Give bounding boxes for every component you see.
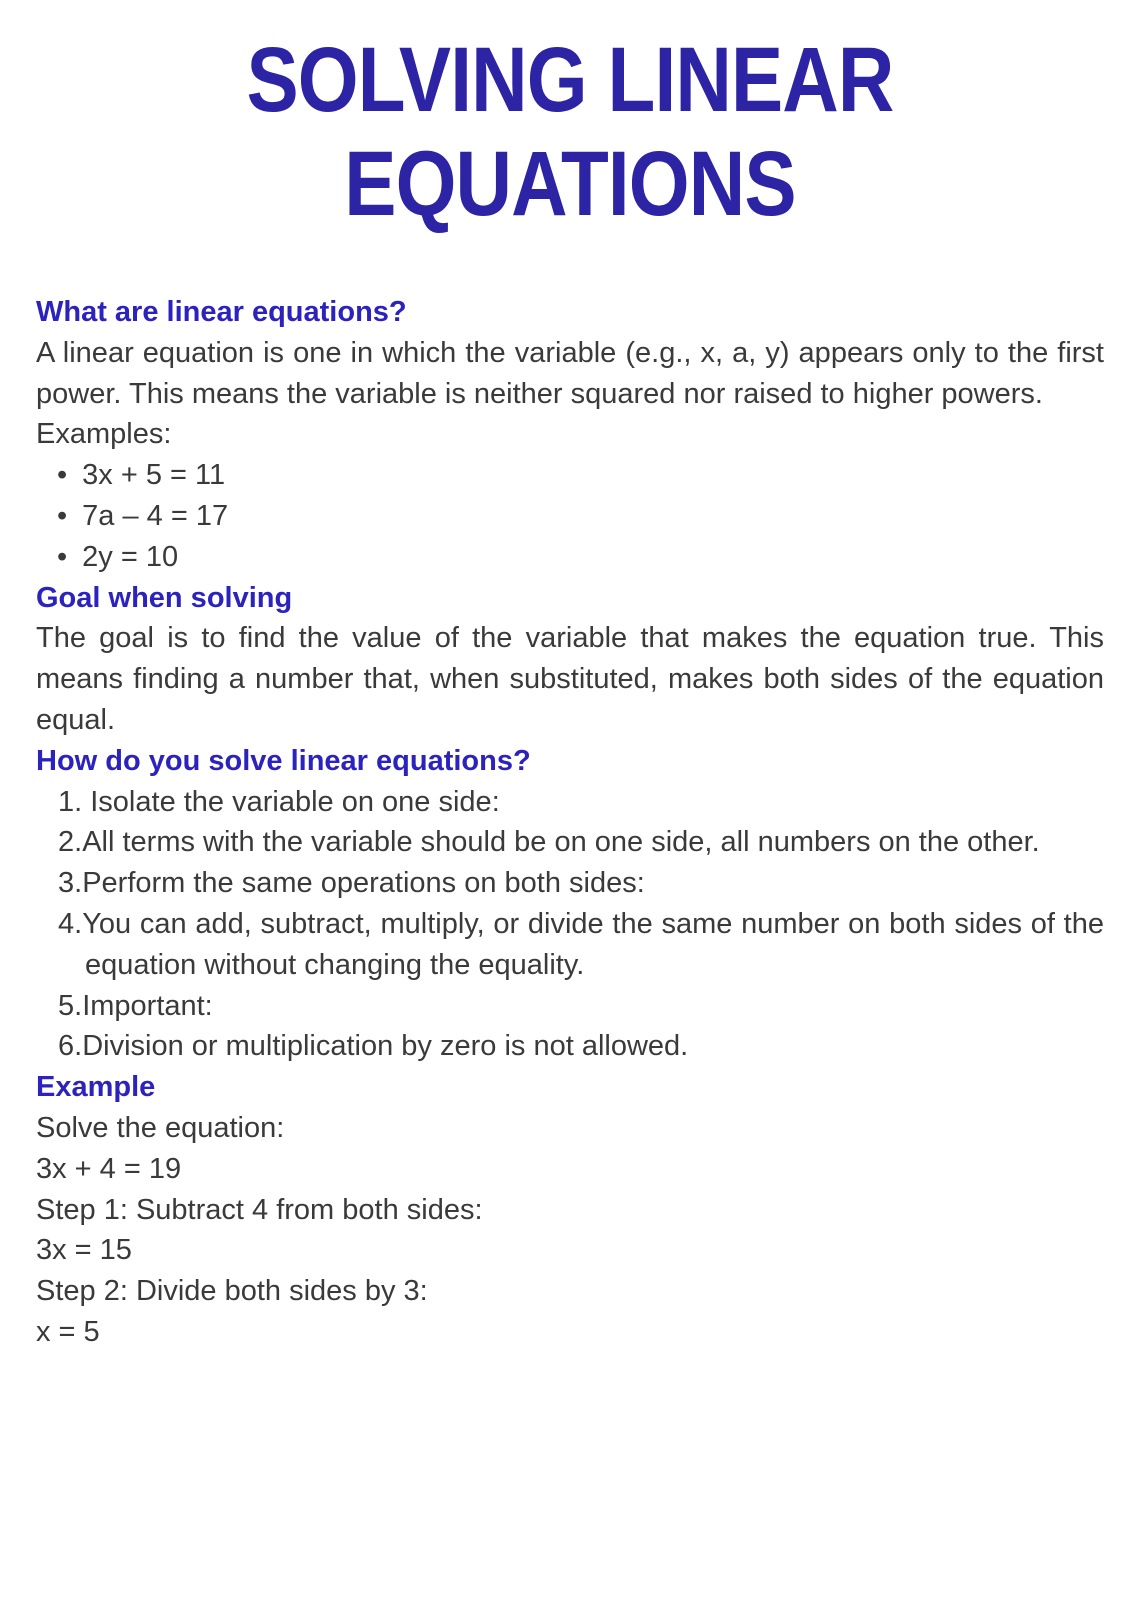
section-heading-example: Example xyxy=(36,1071,156,1104)
section-heading-goal-when-solving: Goal when solving xyxy=(36,581,293,614)
step-number: 6. xyxy=(58,1030,83,1063)
example-equation: 7a – 4 = 17 xyxy=(82,499,229,532)
example-line-answer: x = 5 xyxy=(36,1315,100,1348)
example-line-solve: Solve the equation: xyxy=(36,1111,285,1144)
numbered-list-item xyxy=(36,904,1104,986)
page-title xyxy=(0,0,1140,236)
step-number: 1. xyxy=(58,785,91,818)
document-body xyxy=(36,292,1104,1353)
step-text: Division or multiplication by zero is not allowed. xyxy=(82,1030,689,1063)
paragraph-goal-when-solving: The goal is to find the value of the variable that makes the equation true. This means finding a number that, when substituted, makes both sides of the equation equal. xyxy=(36,622,1104,736)
example-line-equation: 3x + 4 = 19 xyxy=(36,1152,182,1185)
page-title-line2: EQUATIONS xyxy=(344,133,796,235)
bullet-icon: • xyxy=(57,499,68,532)
step-text: Perform the same operations on both sides: xyxy=(82,867,645,900)
section-heading-how-do-you-solve: How do you solve linear equations? xyxy=(36,744,531,777)
example-line-step2: Step 2: Divide both sides by 3: xyxy=(36,1275,428,1308)
example-line-step1-result: 3x = 15 xyxy=(36,1234,132,1267)
numbered-list-item xyxy=(36,822,1104,863)
example-equation: 2y = 10 xyxy=(82,540,179,573)
list-item xyxy=(36,496,1104,537)
examples-label: Examples: xyxy=(36,418,172,451)
list-item xyxy=(36,537,1104,578)
step-number: 4. xyxy=(58,907,83,940)
step-text: Important: xyxy=(82,989,213,1022)
numbered-list-item xyxy=(36,782,1104,823)
step-text: You can add, subtract, multiply, or divide the same number on both sides of the equation without changing the equality. xyxy=(82,907,1104,981)
numbered-list-item xyxy=(36,1026,1104,1067)
step-number: 5. xyxy=(58,989,83,1022)
example-equation: 3x + 5 = 11 xyxy=(82,459,226,492)
bullet-icon: • xyxy=(57,540,68,573)
bullet-icon: • xyxy=(57,459,68,492)
section-heading-what-are-linear-equations: What are linear equations? xyxy=(36,296,407,328)
step-text: Isolate the variable on one side: xyxy=(90,785,500,818)
step-text: All terms with the variable should be on one side, all numbers on the other. xyxy=(82,826,1040,859)
step-number: 2. xyxy=(58,826,83,859)
page-title-line1: SOLVING LINEAR xyxy=(246,29,894,131)
step-number: 3. xyxy=(58,867,83,900)
example-line-step1: Step 1: Subtract 4 from both sides: xyxy=(36,1193,483,1226)
numbered-list-item xyxy=(36,986,1104,1027)
numbered-list-item xyxy=(36,863,1104,904)
paragraph-what-are-linear-equations: A linear equation is one in which the variable (e.g., x, a, y) appears only to the first power. This means the variable is neither squared nor raised to higher powers. xyxy=(36,336,1104,410)
list-item xyxy=(36,455,1104,496)
